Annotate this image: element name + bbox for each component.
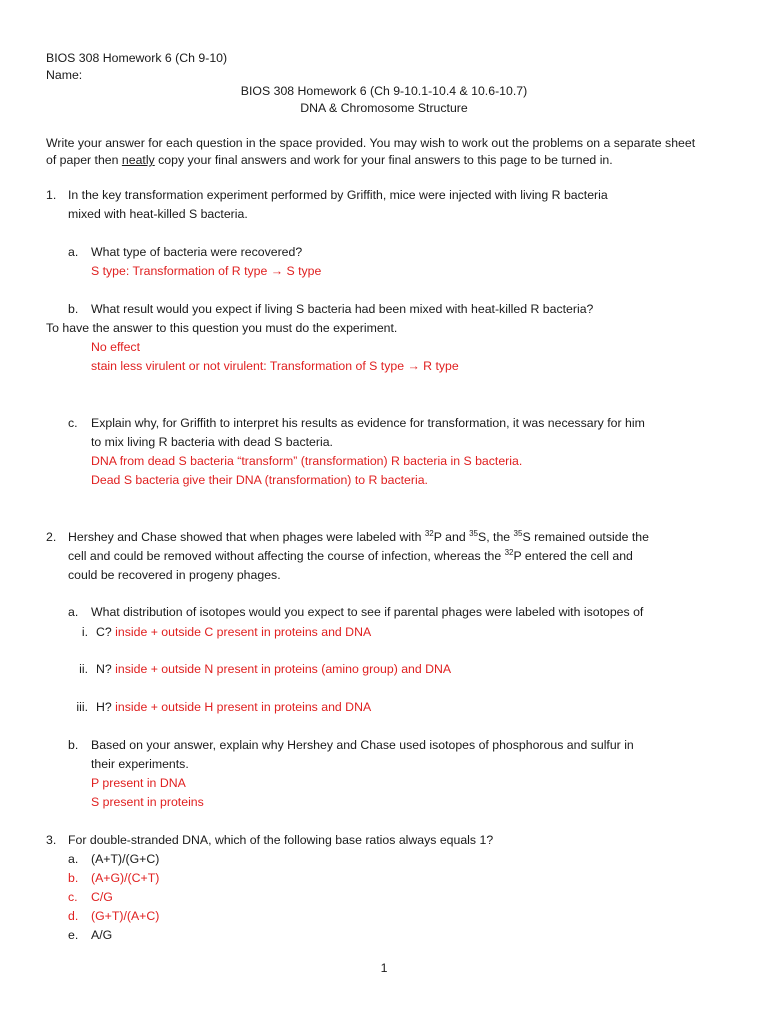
q1c-answer-1: DNA from dead S bacteria “transform” (transformation) R bacteria in S bacteria.	[91, 454, 523, 468]
q2b-question-line-1: Based on your answer, explain why Hershey and Chase used isotopes of phosphorous and sulfur in	[91, 738, 634, 752]
q2b-answer-1: P present in DNA	[91, 776, 186, 790]
q1b-answer-2: stain less virulent or not virulent: Transformation of S type → R type	[91, 359, 459, 373]
q1b-answer-1: No effect	[91, 340, 140, 354]
q3-option-d: d. (G+T)/(A+C)	[68, 909, 160, 923]
page-subtitle: DNA & Chromosome Structure	[300, 101, 468, 115]
q2a-iii-label: iii.	[76, 700, 88, 714]
q1c-answer-2: Dead S bacteria give their DNA (transformation) to R bacteria.	[91, 473, 428, 487]
q1-number: 1.	[46, 188, 57, 202]
q3-question: For double-stranded DNA, which of the following base ratios always equals 1?	[68, 833, 494, 847]
q1b-label: b.	[68, 302, 79, 316]
q2-text-line-2: cell and could be removed without affecting the course of infection, whereas the $^{32}$P entered the cell and	[68, 548, 633, 563]
q3-number: 3.	[46, 833, 57, 847]
page-number: 1	[380, 961, 388, 975]
q1a-question: What type of bacteria were recovered?	[91, 245, 303, 259]
q2a-ii-label: ii.	[79, 662, 88, 676]
q2a-ii-item: N? inside + outside N present in proteins (amino group) and DNA	[96, 662, 452, 676]
instructions-line-2: of paper then neatly copy your final answers and work for your final answers to this page to be turned in.	[46, 153, 613, 167]
q2b-label: b.	[68, 738, 79, 752]
q1b-note: To have the answer to this question you must do the experiment.	[46, 321, 398, 335]
q1-text-line-1: In the key transformation experiment performed by Griffith, mice were injected with living R bacteria	[68, 188, 608, 202]
q2a-iii-item: H? inside + outside H present in proteins and DNA	[96, 700, 372, 714]
q2a-i-item: C? inside + outside C present in proteins and DNA	[96, 625, 372, 639]
q2-text-line-1: Hershey and Chase showed that when phages were labeled with $^{32}$P and $^{35}$S, the $^{35}$S remained outside the	[68, 529, 649, 544]
q1a-answer: S type: Transformation of R type → S type	[91, 264, 322, 278]
q2a-ii-answer: inside + outside N present in proteins (amino group) and DNA	[115, 662, 452, 676]
q2a-iii-answer: inside + outside H present in proteins and DNA	[115, 700, 372, 714]
q3-option-a: a. (A+T)/(G+C)	[68, 852, 160, 866]
header-line-1: BIOS 308 Homework 6 (Ch 9-10)	[46, 51, 228, 65]
q1a-label: a.	[68, 245, 79, 259]
q2-text-line-3: could be recovered in progeny phages.	[68, 568, 281, 582]
q3-option-c: c. C/G	[68, 890, 113, 904]
q2b-answer-2: S present in proteins	[91, 795, 204, 809]
page-title: BIOS 308 Homework 6 (Ch 9-10.1-10.4 & 10.6-10.7)	[240, 84, 528, 98]
name-label: Name:	[46, 68, 83, 82]
q2a-i-label: i.	[81, 625, 88, 639]
q3-option-e: e. A/G	[68, 928, 113, 942]
q3-option-b: b. (A+G)/(C+T)	[68, 871, 160, 885]
q2-number: 2.	[46, 530, 57, 544]
q1c-label: c.	[68, 416, 78, 430]
q1-text-line-2: mixed with heat-killed S bacteria.	[68, 207, 248, 221]
q1b-question: What result would you expect if living S bacteria had been mixed with heat-killed R bacteria?	[91, 302, 594, 316]
instructions-line-1: Write your answer for each question in the space provided. You may wish to work out the problems on a separate sheet	[46, 136, 696, 150]
q2a-question: What distribution of isotopes would you expect to see if parental phages were labeled with isotopes of	[91, 605, 644, 619]
q2a-label: a.	[68, 605, 79, 619]
q2a-i-answer: inside + outside C present in proteins and DNA	[115, 625, 372, 639]
q2b-question-line-2: their experiments.	[91, 757, 189, 771]
q1c-question-line-2: to mix living R bacteria with dead S bacteria.	[91, 435, 333, 449]
underlined-word: neatly	[121, 153, 155, 167]
q1c-question-line-1: Explain why, for Griffith to interpret his results as evidence for transformation, it was necessary for him	[91, 416, 645, 430]
